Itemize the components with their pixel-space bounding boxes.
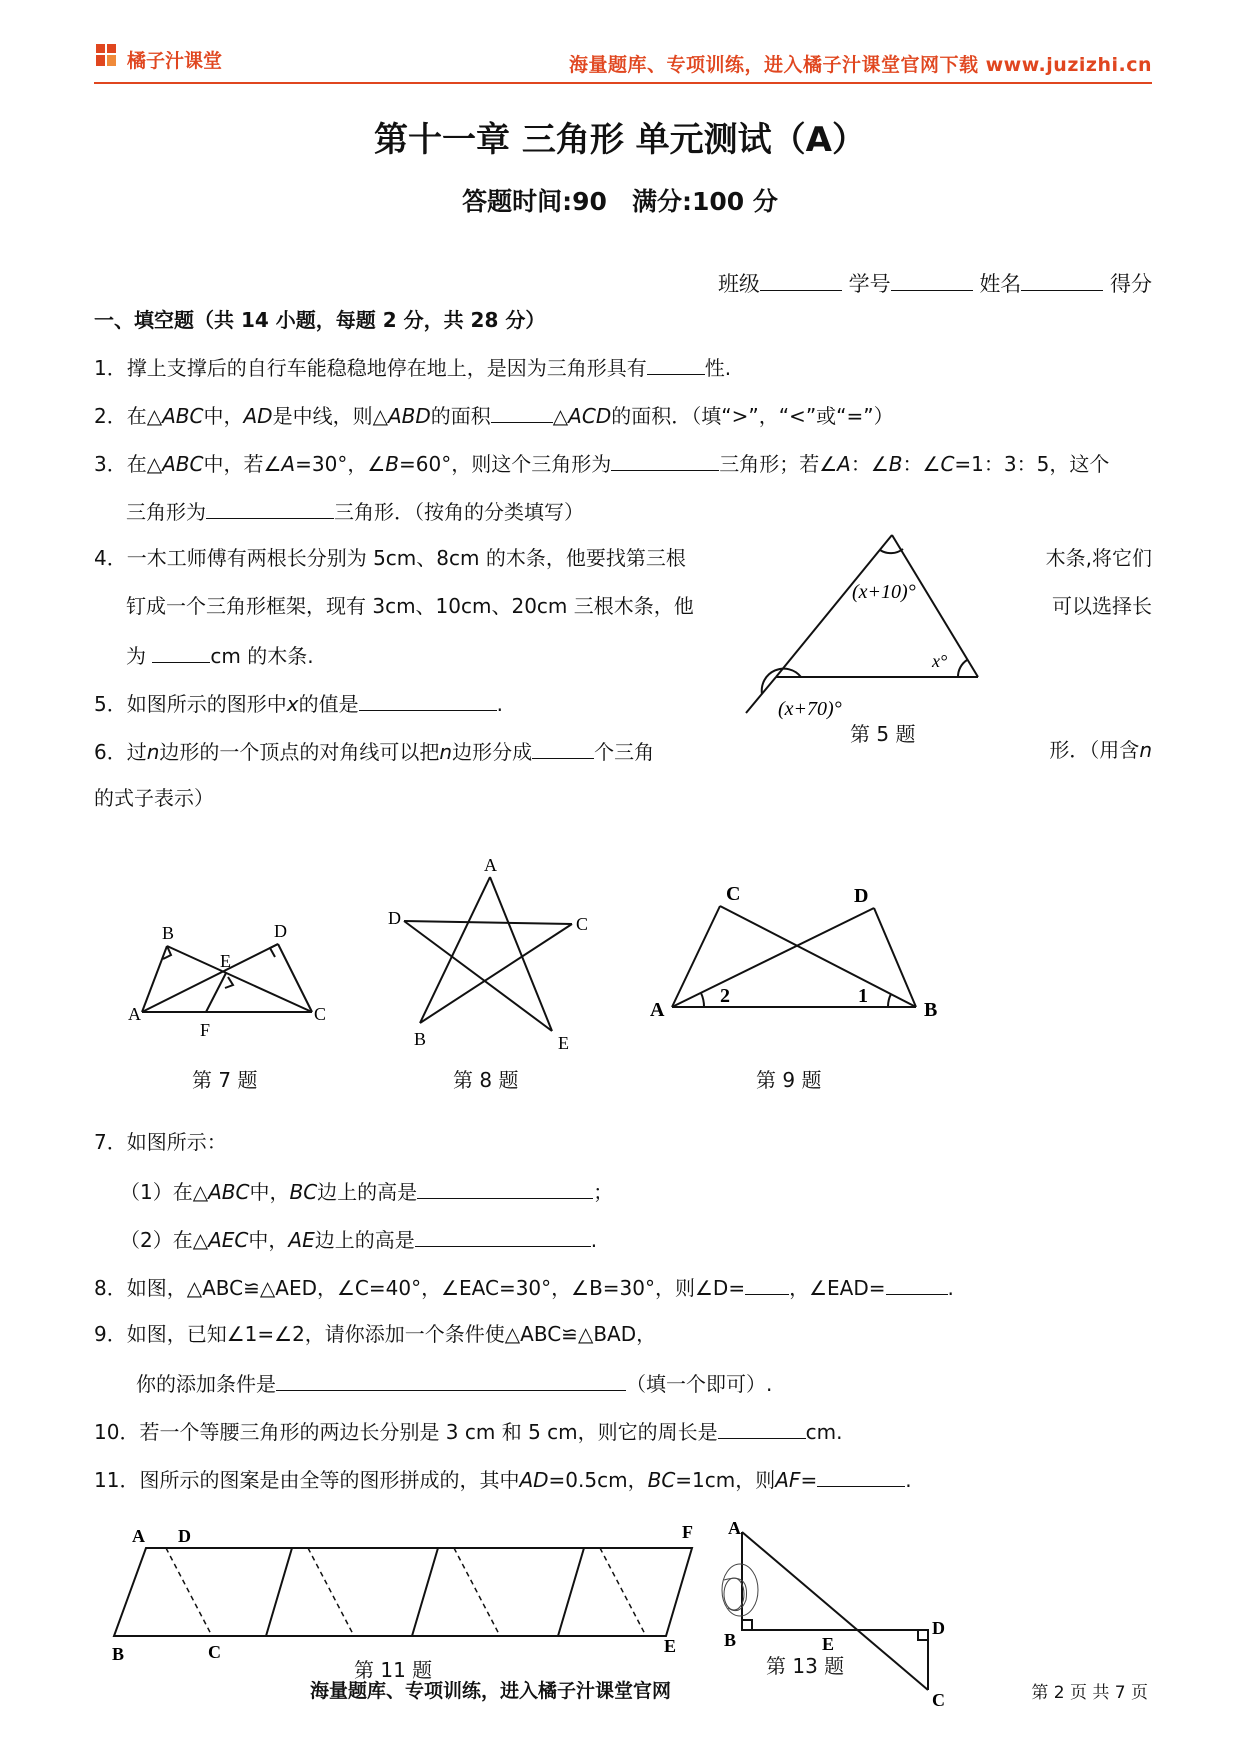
q6-blank[interactable] [532,736,594,759]
name-label: 姓名 [979,272,1022,296]
svg-text:D: D [388,908,401,928]
header-slogan: 海量题库、专项训练，进入橘子汁课堂官网下载 www.juzizhi.cn [569,54,1152,76]
q3-blank-1[interactable] [611,448,719,471]
svg-text:E: E [664,1636,677,1656]
q4-blank[interactable] [152,640,210,663]
class-label: 班级 [717,272,760,296]
fig13-caption: 第 13 题 [766,1654,845,1678]
question-9-line-2: 你的添加条件是 （填一个即可）. [136,1368,772,1398]
name-blank[interactable] [1021,268,1103,291]
question-7-1: （1）在△ABC中，BC边上的高是 ； [120,1176,613,1206]
score-label: 得分 [1110,272,1152,296]
svg-text:B: B [112,1644,125,1664]
question-6-right: 形．（用含n [1049,738,1152,762]
svg-text:D: D [178,1526,191,1546]
svg-text:A: A [132,1526,145,1546]
question-3: 3．在△ABC中，若∠A=30°，∠B=60°，则这个三角形为 三角形；若∠A：∠B：∠C=1：3：5，这个 [94,448,1109,478]
svg-text:D: D [274,921,287,941]
page-number: 第 2 页 共 7 页 [1031,1683,1148,1703]
svg-text:C: C [208,1642,221,1662]
svg-text:A: A [128,1004,141,1024]
fig5-caption: 第 5 题 [850,722,916,746]
svg-text:B: B [724,1630,737,1650]
figure-8 [380,855,600,1055]
brand-logo-icon [96,44,116,66]
question-7: 7．如图所示： [94,1130,227,1154]
svg-text:F: F [200,1020,211,1040]
question-1: 1．撑上支撑后的自行车能稳稳地停在地上，是因为三角形具有 性. [94,352,731,382]
question-4-right-1: 木条,将它们 [1045,546,1152,570]
svg-text:C: C [726,883,741,905]
question-4-line-3: 为 cm 的木条. [126,640,314,670]
figure-7 [118,915,338,1050]
fig11-caption: 第 11 题 [354,1658,433,1682]
svg-text:1: 1 [858,985,868,1007]
header-divider [94,82,1152,84]
question-6-line-2: 的式子表示） [94,786,214,810]
question-5: 5．如图所示的图形中x的值是 . [94,688,503,718]
fig5-angle-top: (x+10)° [852,581,916,603]
class-blank[interactable] [760,268,842,291]
fig8-caption: 第 8 题 [453,1068,519,1092]
question-3-line-2: 三角形为 三角形．（按角的分类填写） [126,496,584,526]
q1-blank[interactable] [647,352,705,375]
svg-text:F: F [682,1522,693,1542]
q7-1-blank[interactable] [417,1176,593,1199]
brand-name: 橘子汁课堂 [127,50,223,72]
svg-text:E: E [822,1634,835,1654]
page-title: 第十一章 三角形 单元测试（A） [374,120,866,160]
svg-text:A: A [728,1520,741,1538]
figure-13 [710,1520,960,1710]
svg-text:D: D [932,1618,945,1638]
svg-text:E: E [558,1033,569,1053]
page-subtitle: 答题时间:90 满分:100 分 [462,187,778,216]
fig5-angle-ext: (x+70)° [778,698,842,720]
svg-text:C: C [932,1690,945,1710]
svg-text:D: D [854,885,869,907]
fig5-angle-right: x° [932,651,948,671]
svg-text:B: B [924,999,938,1020]
section-heading: 一、填空题（共 14 小题，每题 2 分，共 28 分） [94,308,546,332]
question-8: 8．如图，△ABC≌△AED，∠C=40°，∠EAC=30°，∠B=30°，则∠D= ，∠EAD= . [94,1272,954,1302]
student-info [718,268,1152,298]
question-4-line-2: 钉成一个三角形框架，现有 3cm、10cm、20cm 三根木条，他 [126,594,694,618]
q7-2-blank[interactable] [415,1224,591,1247]
q5-blank[interactable] [359,688,497,711]
figure-11 [108,1516,708,1676]
q8-blank-1[interactable] [745,1272,789,1295]
number-blank[interactable] [891,268,973,291]
q8-blank-2[interactable] [886,1272,948,1295]
svg-text:B: B [162,923,175,943]
svg-text:C: C [314,1004,327,1024]
question-7-2: （2）在△AEC中，AE边上的高是 . [120,1224,597,1254]
svg-text:A: A [484,855,497,875]
svg-text:A: A [650,999,665,1020]
svg-text:C: C [576,914,589,934]
fig9-caption: 第 9 题 [756,1068,822,1092]
question-9: 9．如图，已知∠1=∠2，请你添加一个条件使△ABC≌△BAD， [94,1322,657,1346]
svg-text:B: B [414,1029,427,1049]
figure-5 [740,525,990,740]
footer-slogan: 海量题库、专项训练，进入橘子汁课堂官网 [310,1680,672,1702]
q3-blank-2[interactable] [206,496,334,519]
question-11: 11．图所示的图案是由全等的图形拼成的，其中AD=0.5cm，BC=1cm，则AF= . [94,1464,912,1494]
question-2: 2．在△ABC中，AD是中线，则△ABD的面积 △ACD的面积．（填“>”，“<”或“=”） [94,400,894,430]
question-10: 10．若一个等腰三角形的两边长分别是 3 cm 和 5 cm，则它的周长是 cm. [94,1416,843,1446]
figure-9 [648,880,948,1020]
question-4: 4．一木工师傅有两根长分别为 5cm、8cm 的木条，他要找第三根 [94,546,686,570]
question-4-right-2: 可以选择长 [1052,594,1152,618]
fig7-caption: 第 7 题 [192,1068,258,1092]
number-label: 学号 [848,272,891,296]
q2-blank[interactable] [491,400,553,423]
q9-blank[interactable] [276,1368,626,1391]
question-6: 6．过n边形的一个顶点的对角线可以把n边形分成 个三角 [94,736,654,766]
svg-text:E: E [220,951,231,971]
svg-text:2: 2 [720,985,730,1007]
q11-blank[interactable] [817,1464,905,1487]
q10-blank[interactable] [718,1416,806,1439]
